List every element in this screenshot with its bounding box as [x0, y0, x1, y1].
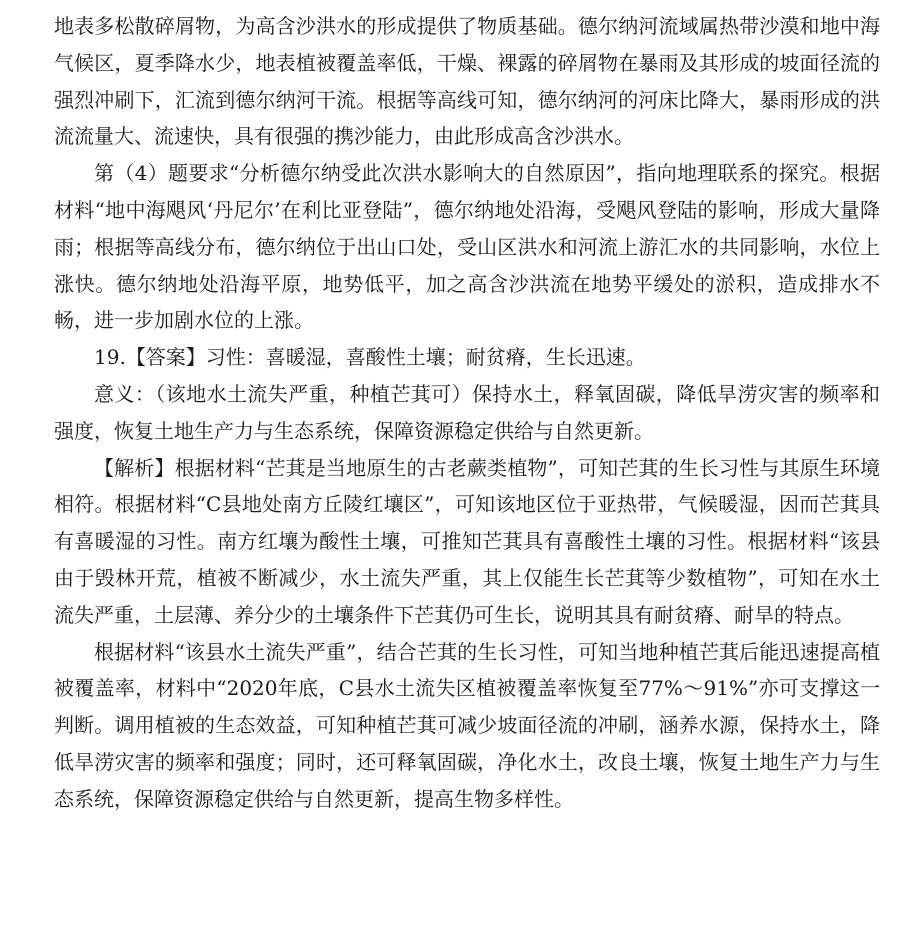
paragraph-explanation-significance: 根据材料“该县水土流失严重”，结合芒萁的生长习性，可知当地种植芒萁后能迅速提高植被覆盖率，材料中“2020年底，C县水土流失区植被覆盖率恢复至77%～91%”亦可支撑这一判断。调用植被的生态效益，可知种植芒萁可减少坡面径流的冲刷，涵养水源，保持水土，降低旱涝灾害的频率和强度；同时，还可释氧固碳，净化水土，改良土壤，恢复土地生产力与生态系统，保障资源稳定供给与自然更新，提高生物多样性。	[54, 639, 880, 811]
paragraph-significance: 意义：（该地水土流失严重，种植芒萁可）保持水土，释氧固碳，降低旱涝灾害的频率和强度，恢复土地生产力与生态系统，保障资源稳定供给与自然更新。	[54, 381, 880, 443]
paragraph-question-4-analysis: 第（4）题要求“分析德尔纳受此次洪水影响大的自然原因”，指向地理联系的探究。根据材料“地中海飓风‘丹尼尔’在利比亚登陆”，德尔纳地处沿海，受飓风登陆的影响，形成大量降雨；根据等高线分布，德尔纳位于出山口处，受山区洪水和河流上游汇水的共同影响，水位上涨快。德尔纳地处沿海平原，地势低平，加之高含沙洪流在地势平缓处的淤积，造成排水不畅，进一步加剧水位的上涨。	[54, 161, 880, 333]
paragraph-answer-19: 19.【答案】习性：喜暖湿，喜酸性土壤；耐贫瘠，生长迅速。	[94, 345, 646, 370]
paragraph-flood-formation: 地表多松散碎屑物，为高含沙洪水的形成提供了物质基础。德尔纳河流域属热带沙漠和地中海气候区，夏季降水少，地表植被覆盖率低，干燥、裸露的碎屑物在暴雨及其形成的坡面径流的强烈冲刷下，汇流到德尔纳河干流。根据等高线可知，德尔纳河的河床比降大，暴雨形成的洪流流量大、流速快，具有很强的携沙能力，由此形成高含沙洪水。	[54, 14, 880, 149]
document-body	[54, 8, 880, 818]
paragraph-explanation-habits: 【解析】根据材料“芒萁是当地原生的古老蕨类植物”，可知芒萁的生长习性与其原生环境相符。根据材料“C县地处南方丘陵红壤区”，可知该地区位于亚热带，气候暖湿，因而芒萁具有喜暖湿的习性。南方红壤为酸性土壤，可推知芒萁具有喜酸性土壤的习性。根据材料“该县由于毁林开荒，植被不断减少，水土流失严重，其上仅能生长芒萁等少数植物”，可知在水土流失严重，土层薄、养分少的土壤条件下芒萁仍可生长，说明其具有耐贫瘠、耐旱的特点。	[54, 455, 880, 627]
